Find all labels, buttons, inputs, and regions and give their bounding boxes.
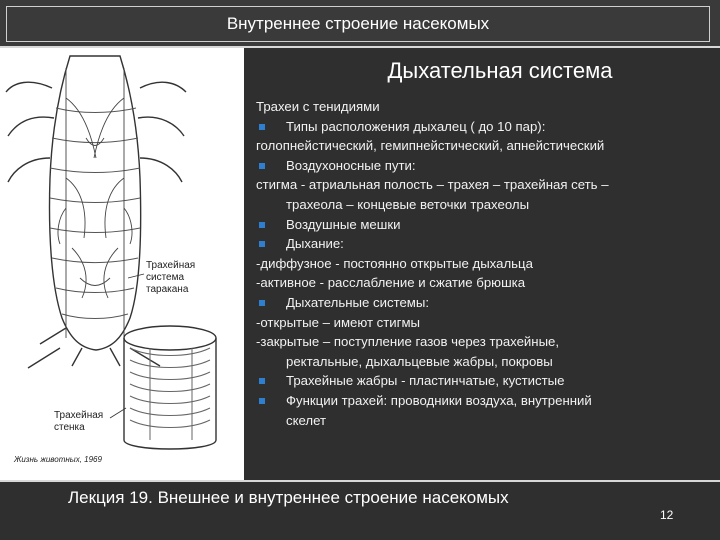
line-text: -закрытые – поступление газов через трахейные,	[256, 334, 560, 350]
bullet-line	[256, 391, 716, 411]
bullet-line	[256, 293, 716, 313]
text-line	[256, 352, 716, 372]
line-text: Типы расположения дыхалец ( до 10 пар):	[286, 118, 546, 134]
tracheal-system-illustration	[0, 48, 244, 480]
text-line	[256, 97, 716, 117]
text-line	[256, 136, 716, 156]
text-line	[256, 175, 716, 195]
square-bullet-icon	[259, 241, 265, 247]
line-text: Дыхание:	[286, 236, 344, 252]
page-number: 12	[660, 508, 674, 522]
line-text: Воздухоносные пути:	[286, 157, 416, 173]
line-text: Дыхательные системы:	[286, 294, 430, 310]
line-text: стигма - атриальная полость – трахея – трахейная сеть –	[256, 177, 609, 193]
text-line	[256, 273, 716, 293]
caption-tracheal-wall: Трахейная стенка	[54, 410, 104, 433]
line-text: -активное - расслабление и сжатие брюшка	[256, 275, 526, 291]
text-line	[256, 195, 716, 215]
text-line	[256, 254, 716, 274]
content-text	[256, 97, 716, 430]
square-bullet-icon	[259, 124, 265, 130]
square-bullet-icon	[259, 378, 265, 384]
square-bullet-icon	[259, 163, 265, 169]
line-text: ректальные, дыхальцевые жабры, покровы	[286, 353, 553, 369]
header-bar	[0, 0, 720, 46]
section-title: Дыхательная система	[387, 58, 613, 83]
line-text: голопнейстический, гемипнейстический, апнейстический	[256, 138, 605, 154]
text-line	[256, 332, 716, 352]
bullet-line	[256, 234, 716, 254]
caption-tracheal-system: Трахейная система таракана	[146, 260, 196, 295]
line-text: Функции трахей: проводники воздуха, внутренний	[286, 392, 592, 408]
text-line	[256, 411, 716, 431]
square-bullet-icon	[259, 398, 265, 404]
line-text: Воздушные мешки	[286, 216, 401, 232]
bullet-line	[256, 156, 716, 176]
footer-divider	[0, 480, 720, 482]
bullet-line	[256, 117, 716, 137]
footer-title: Лекция 19. Внешнее и внутреннее строение насекомых	[68, 488, 509, 507]
line-text: скелет	[286, 412, 327, 428]
line-text: трахеола – концевые веточки трахеолы	[286, 196, 530, 212]
line-text: -диффузное - постоянно открытые дыхальца	[256, 255, 533, 271]
line-text: Трахейные жабры - пластинчатые, кустистые	[286, 373, 565, 389]
square-bullet-icon	[259, 222, 265, 228]
caption-source: Жизнь животных, 1969	[14, 455, 102, 464]
bullet-line	[256, 215, 716, 235]
square-bullet-icon	[259, 300, 265, 306]
text-line	[256, 313, 716, 333]
line-text: Трахеи с тенидиями	[256, 99, 380, 114]
line-text: -открытые – имеют стигмы	[256, 314, 420, 330]
bullet-line	[256, 371, 716, 391]
header-title: Внутреннее строение насекомых	[6, 6, 710, 42]
